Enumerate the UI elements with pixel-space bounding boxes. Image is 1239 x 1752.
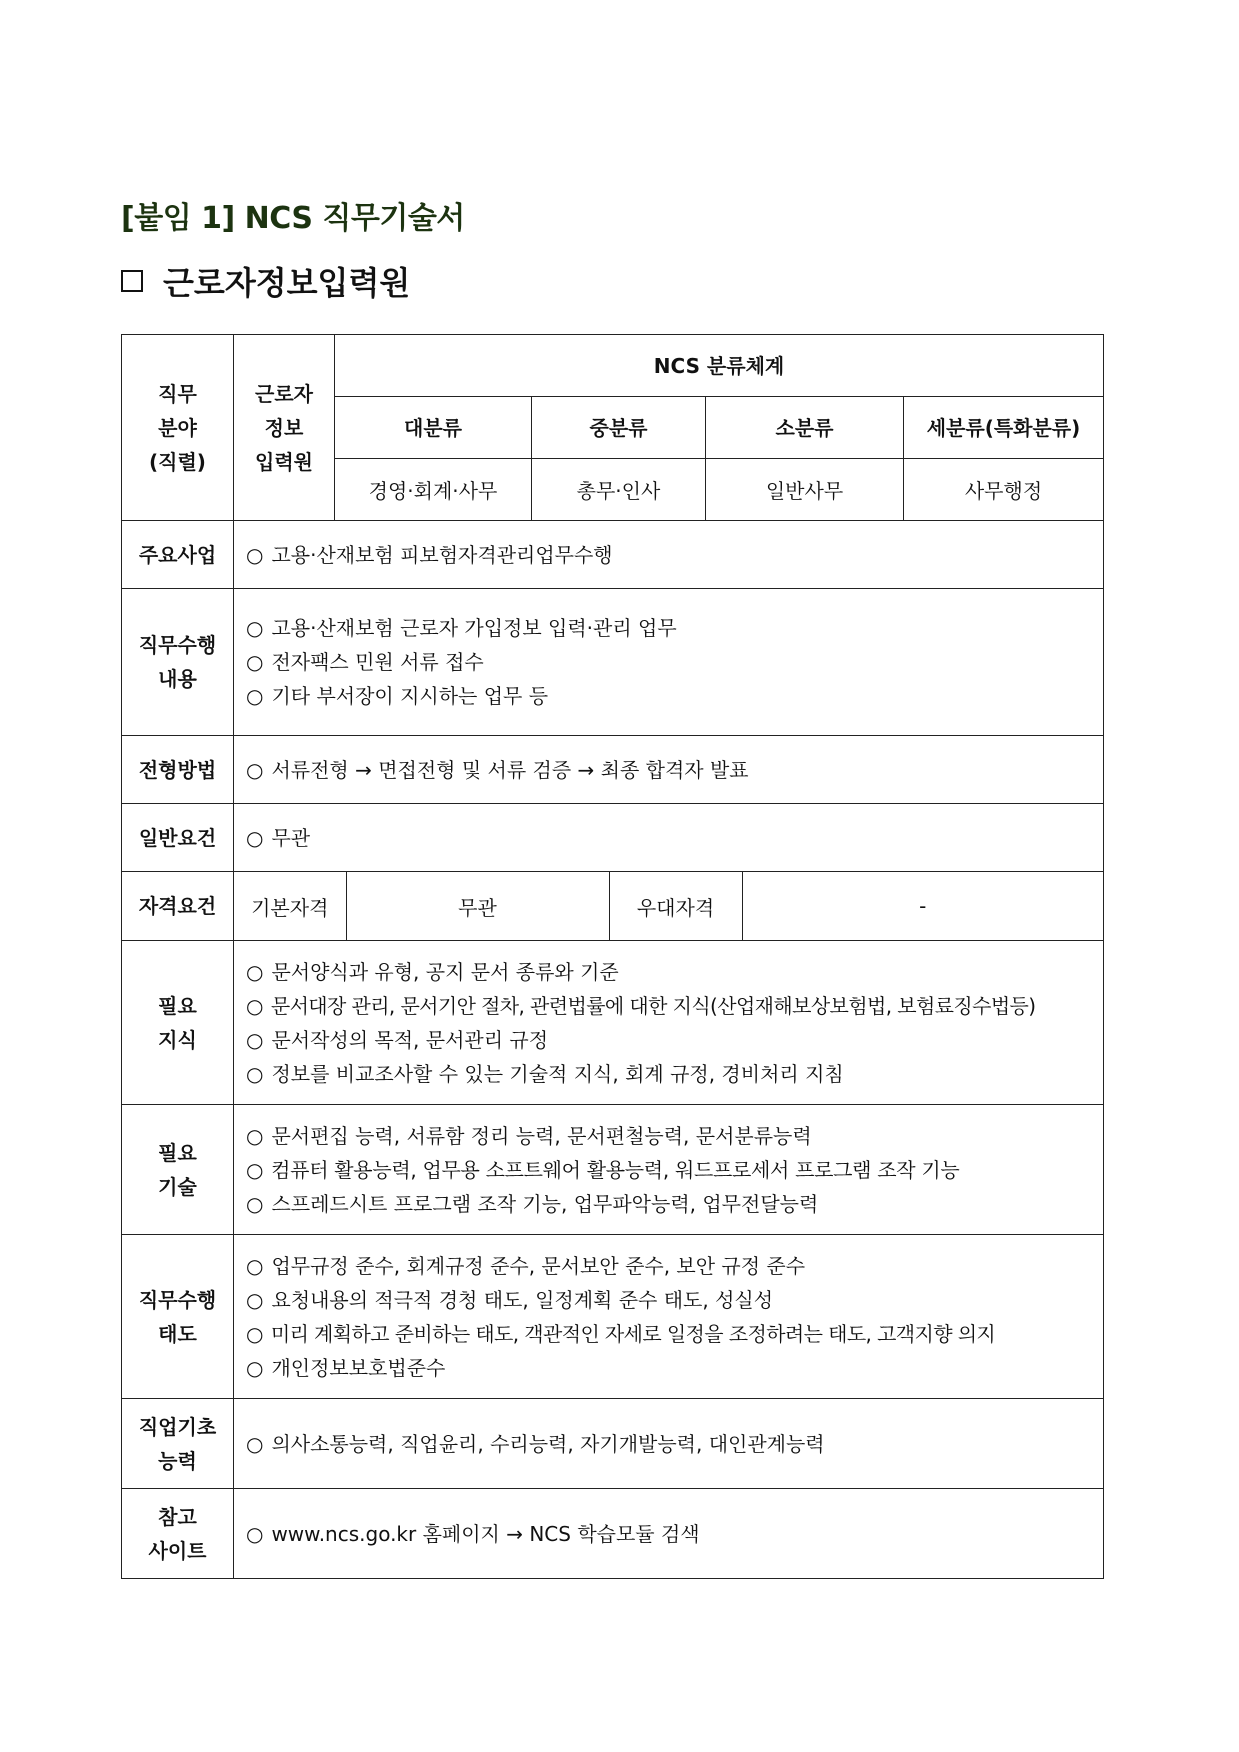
bullet-icon: ○	[246, 616, 264, 640]
bullet-icon: ○	[246, 1123, 264, 1148]
bullet-icon: ○	[246, 959, 264, 984]
bullet-icon: ○	[246, 825, 264, 850]
major-category-header: 대분류	[335, 397, 532, 459]
ncs-classification-header: NCS 분류체계	[335, 335, 1104, 397]
skills-content	[234, 1105, 1104, 1235]
reference-link-text: www.ncs.go.kr 홈페이지 → NCS 학습모듈 검색	[271, 1521, 700, 1546]
basic-ability-label: 직업기초 능력	[122, 1399, 234, 1489]
minor-category-header: 소분류	[706, 397, 904, 459]
duty-content	[234, 589, 1104, 736]
reference-content	[234, 1489, 1104, 1579]
list-item: ○ 전자팩스 민원 서류 접수	[246, 645, 1103, 679]
bullet-icon: ○	[246, 1287, 264, 1312]
major-category-value: 경영·회계·사무	[335, 459, 532, 521]
square-bullet-icon	[121, 270, 143, 292]
basic-qualification-label: 기본자격	[251, 895, 329, 920]
basic-ability-content: ○ 의사소통능력, 직업윤리, 수리능력, 자기개발능력, 대인관계능력	[234, 1399, 1104, 1489]
field-label-cell: 직무 분야 (직렬)	[122, 335, 234, 521]
bullet-icon: ○	[246, 542, 264, 567]
bullet-icon: ○	[246, 1253, 264, 1278]
main-business-content: ○ 고용·산재보험 피보험자격관리업무수행	[234, 521, 1104, 589]
qualification-content	[234, 872, 1104, 941]
bullet-icon: ○	[246, 993, 263, 1018]
list-item: ○ 고용·산재보험 근로자 가입정보 입력·관리 업무	[246, 611, 1103, 645]
bullet-icon: ○	[246, 1431, 264, 1456]
bullet-icon: ○	[246, 1061, 264, 1086]
middle-category-header: 중분류	[532, 397, 706, 459]
duty-label: 직무수행 내용	[122, 589, 234, 736]
selection-label: 전형방법	[122, 736, 234, 804]
attachment-heading: [붙임 1] NCS 직무기술서	[121, 201, 465, 236]
list-item: ○ 스프레드시트 프로그램 조작 기능, 업무파악능력, 업무전달능력	[246, 1187, 1103, 1221]
main-business-label: 주요사업	[122, 521, 234, 589]
bullet-icon: ○	[246, 1321, 263, 1346]
attitude-label: 직무수행 태도	[122, 1235, 234, 1399]
list-item: ○ 문서작성의 목적, 문서관리 규정	[246, 1023, 1103, 1057]
bullet-icon: ○	[246, 1157, 264, 1182]
preferred-qualification-value: -	[742, 872, 1103, 940]
knowledge-label: 필요 지식	[122, 941, 234, 1105]
skills-label: 필요 기술	[122, 1105, 234, 1235]
list-item: ○ 개인정보보호법준수	[246, 1351, 1103, 1385]
job-title-text: 근로자정보입력원	[163, 264, 411, 302]
general-content: ○ 무관	[234, 804, 1104, 872]
job-description-table	[121, 334, 1104, 1579]
list-item: ○ 문서편집 능력, 서류함 정리 능력, 문서편철능력, 문서분류능력	[246, 1119, 1103, 1153]
bullet-icon: ○	[246, 1191, 264, 1216]
general-label: 일반요건	[122, 804, 234, 872]
list-item: ○ 기타 부서장이 지시하는 업무 등	[246, 679, 1103, 713]
list-item: ○ 문서대장 관리, 문서기안 절차, 관련법률에 대한 지식(산업재해보상보험법, 보험료징수법등)	[246, 989, 1103, 1023]
list-item: ○ 문서양식과 유형, 공지 문서 종류와 기준	[246, 955, 1103, 989]
bullet-icon: ○	[246, 684, 264, 708]
bullet-icon: ○	[246, 1355, 264, 1380]
bullet-icon: ○	[246, 757, 264, 782]
list-item: ○ 미리 계획하고 준비하는 태도, 객관적인 자세로 일정을 조정하려는 태도, 고객지향 의지	[246, 1317, 1103, 1351]
knowledge-content	[234, 941, 1104, 1105]
sub-category-header: 세분류(특화분류)	[904, 397, 1104, 459]
job-label-cell: 근로자 정보 입력원	[234, 335, 335, 521]
reference-label: 참고 사이트	[122, 1489, 234, 1579]
qualification-label: 자격요건	[122, 872, 234, 941]
bullet-icon: ○	[246, 1521, 264, 1546]
basic-qualification-value: 무관	[346, 872, 609, 940]
list-item: ○ 컴퓨터 활용능력, 업무용 소프트웨어 활용능력, 워드프로세서 프로그램 조작 기능	[246, 1153, 1103, 1187]
job-title	[121, 258, 410, 304]
list-item: ○ 정보를 비교조사할 수 있는 기술적 지식, 회계 규정, 경비처리 지침	[246, 1057, 1103, 1091]
bullet-icon: ○	[246, 1027, 264, 1052]
sub-category-value: 사무행정	[904, 459, 1104, 521]
minor-category-value: 일반사무	[706, 459, 904, 521]
selection-content: ○ 서류전형 → 면접전형 및 서류 검증 → 최종 합격자 발표	[234, 736, 1104, 804]
list-item: ○ 요청내용의 적극적 경청 태도, 일정계획 준수 태도, 성실성	[246, 1283, 1103, 1317]
bullet-icon: ○	[246, 650, 264, 674]
list-item: ○ 업무규정 준수, 회계규정 준수, 문서보안 준수, 보안 규정 준수	[246, 1249, 1103, 1283]
middle-category-value: 총무·인사	[532, 459, 706, 521]
preferred-qualification-label: 우대자격	[609, 872, 742, 940]
attitude-content	[234, 1235, 1104, 1399]
